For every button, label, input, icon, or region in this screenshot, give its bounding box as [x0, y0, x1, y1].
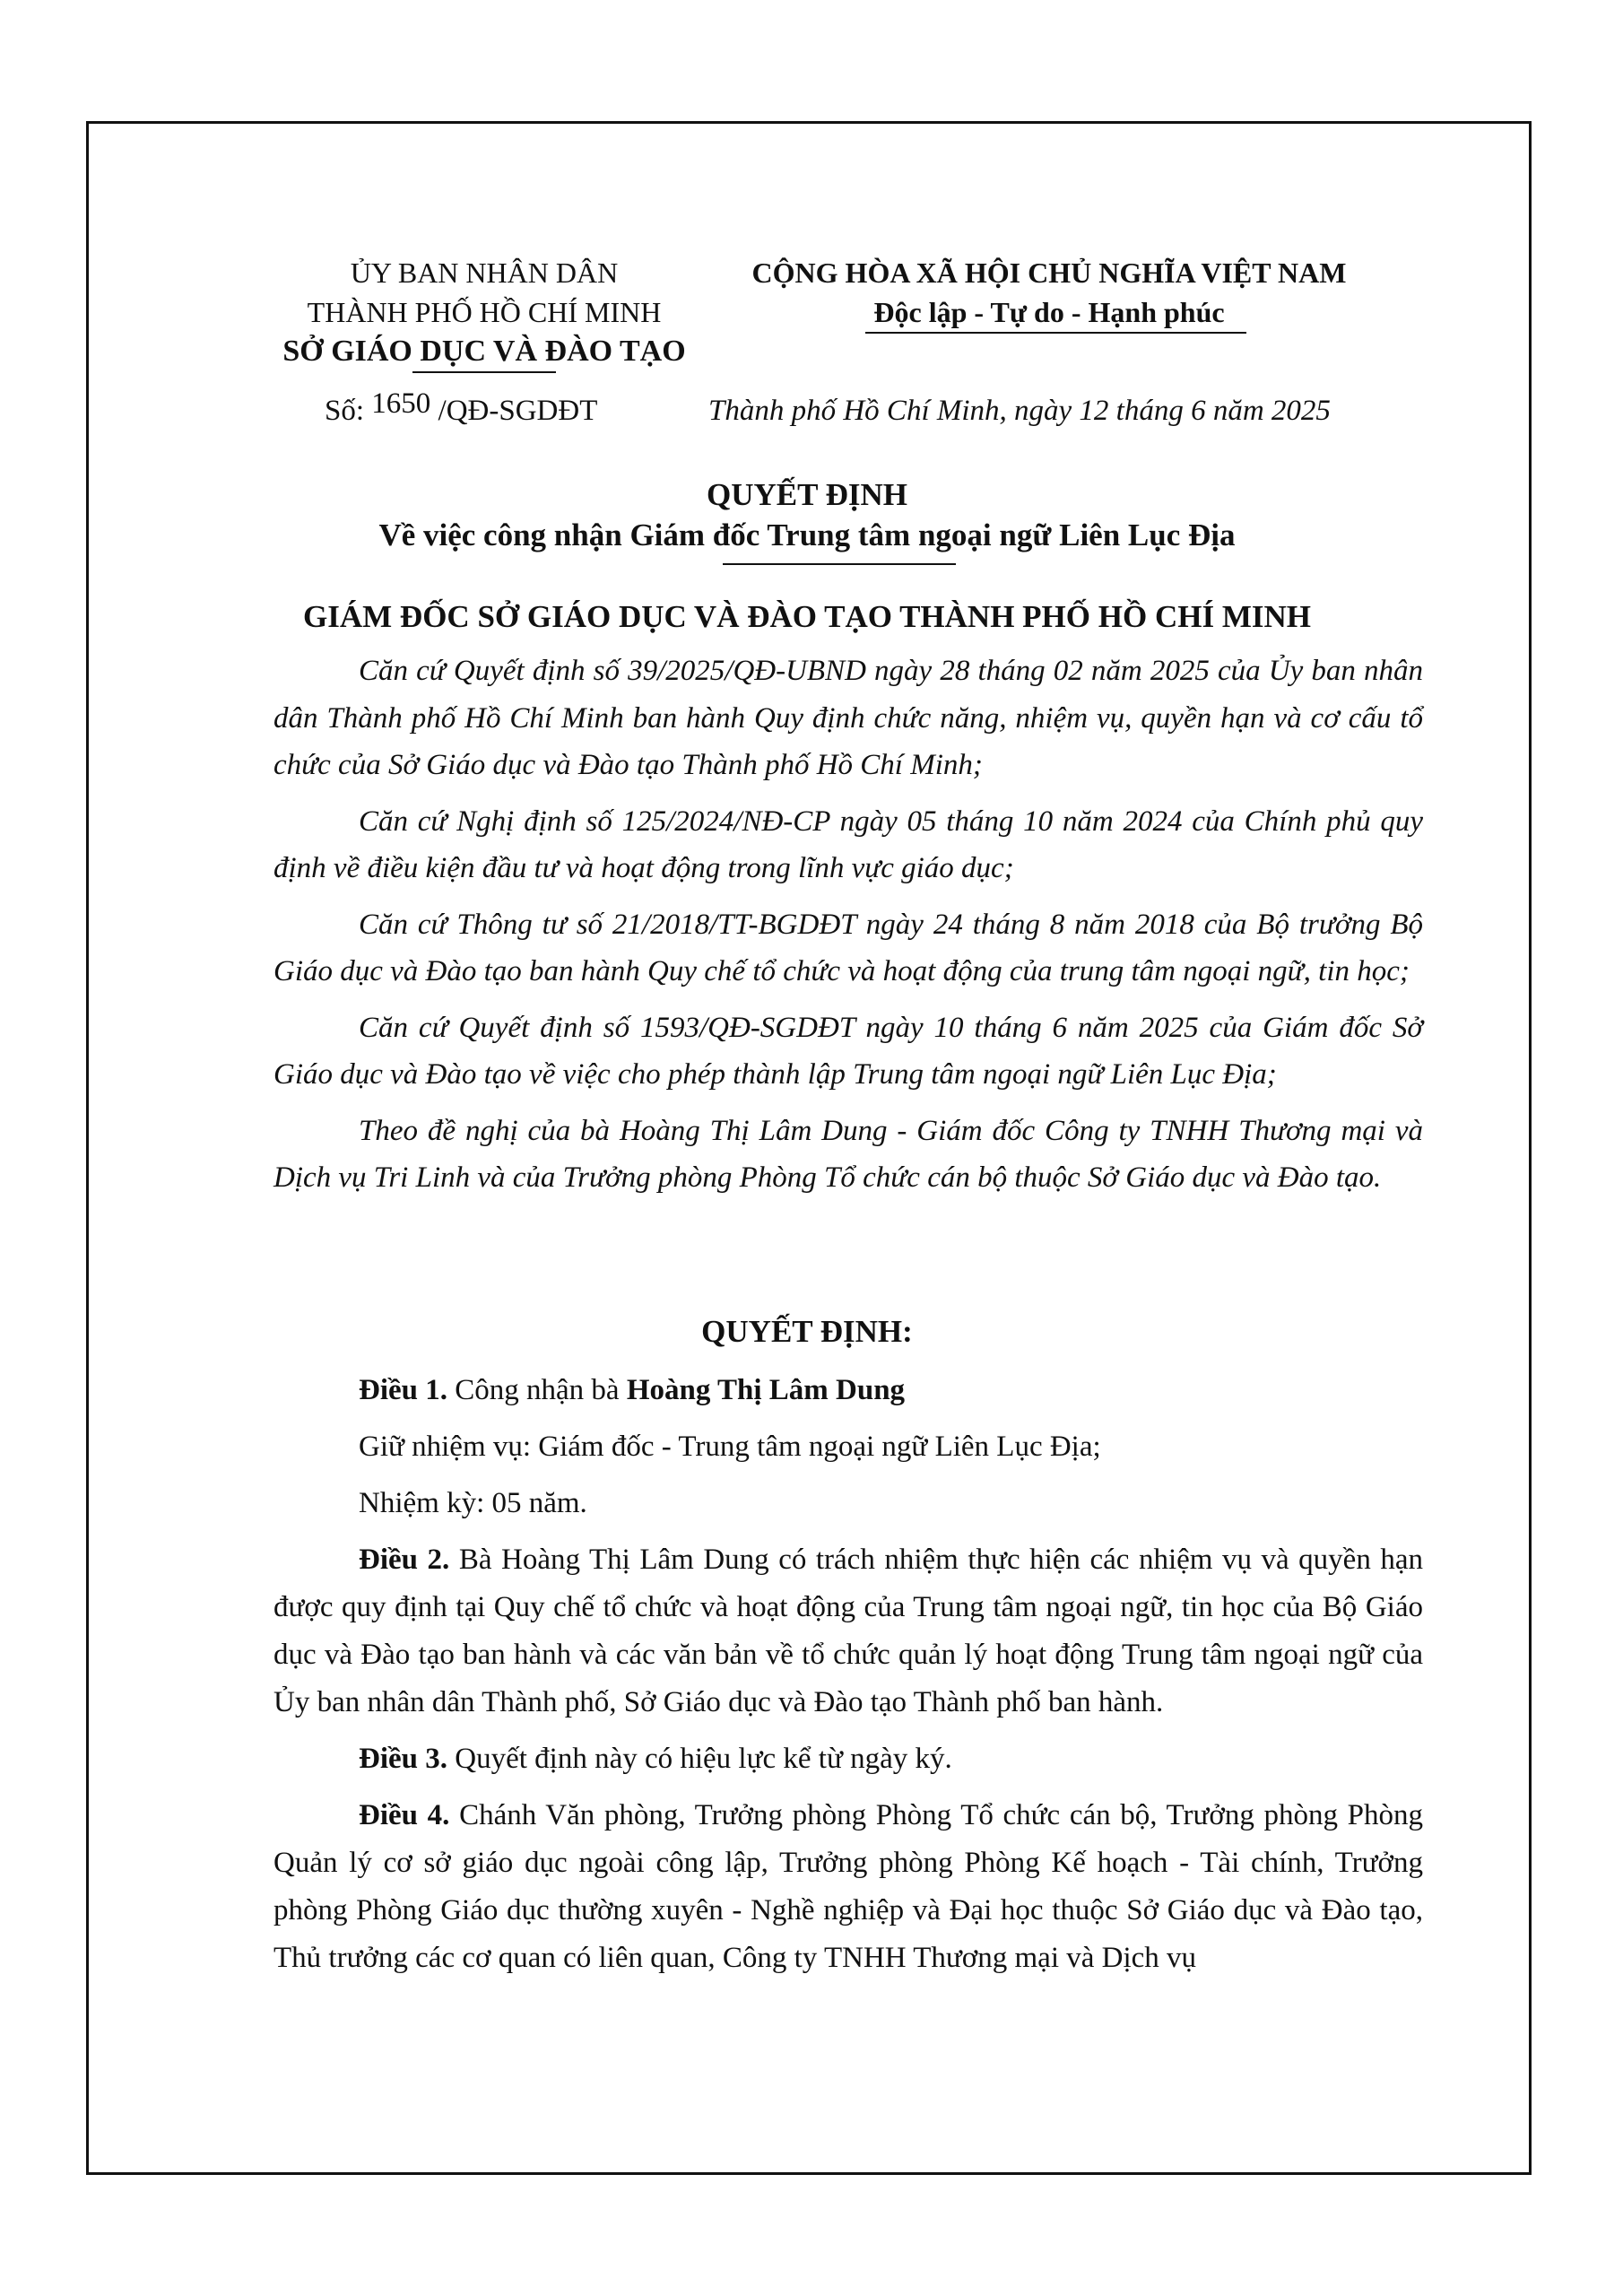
national-motto-block — [735, 253, 1363, 332]
national-motto: Độc lập - Tự do - Hạnh phúc — [873, 296, 1225, 328]
article-4-text: Chánh Văn phòng, Trưởng phòng Phòng Tổ chức cán bộ, Trưởng phòng Phòng Quản lý cơ sở giáo dục ngoài công lập, Trưởng phòng Phòng Kế hoạch - Tài chính, Trưởng phòng Phòng Giáo dục thường xuyên - Nghề nghiệp và Đại học thuộc Sở Giáo dục và Đào tạo, Thủ trưởng các cơ quan có liên quan, Công ty TNHH Thương mại và Dịch vụ — [273, 1799, 1424, 1974]
article-2-label: Điều 2. — [359, 1544, 450, 1576]
preamble — [273, 648, 1423, 1202]
preamble-item: Căn cứ Thông tư số 21/2018/TT-BGDĐT ngày 24 tháng 8 năm 2018 của Bộ trưởng Bộ Giáo dục và Đào tạo ban hành Quy chế tổ chức và hoạt động của trung tâm ngoại ngữ, tin học; — [273, 908, 1423, 987]
article-4 — [273, 1792, 1423, 1982]
preamble-item: Theo đề nghị của bà Hoàng Thị Lâm Dung - Giám đốc Công ty TNHH Thương mại và Dịch vụ Tri Linh và của Trưởng phòng Phòng Tổ chức cán bộ thuộc Sở Giáo dục và Đào tạo. — [273, 1114, 1423, 1194]
article-1-duty: Giữ nhiệm vụ: Giám đốc - Trung tâm ngoại ngữ Liên Lục Địa; — [359, 1431, 1101, 1463]
issuer-line-1: ỦY BAN NHÂN DÂN — [350, 257, 619, 289]
article-3-label: Điều 3. — [359, 1743, 447, 1775]
article-1 — [273, 1367, 1423, 1414]
number-label: Số: — [325, 395, 365, 427]
article-4-label: Điều 4. — [359, 1799, 450, 1831]
article-3 — [273, 1735, 1423, 1783]
issuer-block — [251, 253, 717, 371]
number-suffix: /QĐ-SGDĐT — [438, 395, 598, 427]
authority-heading: GIÁM ĐỐC SỞ GIÁO DỤC VÀ ĐÀO TẠO THÀNH PHỐ HỒ CHÍ MINH — [303, 599, 1311, 634]
decision-heading: QUYẾT ĐỊNH: — [701, 1314, 913, 1349]
title-underline — [723, 563, 956, 565]
article-1-term: Nhiệm kỳ: 05 năm. — [359, 1487, 587, 1519]
issuer-line-2: THÀNH PHỐ HỒ CHÍ MINH — [307, 296, 662, 328]
place-date: Thành phố Hồ Chí Minh, ngày 12 tháng 6 năm 2025 — [708, 395, 1331, 427]
document-subtitle: Về việc công nhận Giám đốc Trung tâm ngoại ngữ Liên Lục Địa — [378, 517, 1236, 552]
articles — [273, 1367, 1423, 1982]
national-title: CỘNG HÒA XÃ HỘI CHỦ NGHĨA VIỆT NAM — [751, 257, 1347, 289]
article-1-name: Hoàng Thị Lâm Dung — [626, 1374, 906, 1406]
article-2-text: Bà Hoàng Thị Lâm Dung có trách nhiệm thực hiện các nhiệm vụ và quyền hạn được quy định tại Quy chế tổ chức và hoạt động của Trung tâm ngoại ngữ, tin học của Bộ Giáo dục và Đào tạo ban hành và các văn bản về tổ chức quản lý hoạt động Trung tâm ngoại ngữ của Ủy ban nhân dân Thành phố, Sở Giáo dục và Đào tạo Thành phố ban hành. — [273, 1544, 1424, 1718]
number-value: 1650 — [371, 387, 431, 420]
article-3-text: Quyết định này có hiệu lực kể từ ngày ký. — [455, 1743, 952, 1775]
issuer-name: SỞ GIÁO DỤC VÀ ĐÀO TẠO — [282, 335, 686, 368]
motto-underline — [865, 332, 1246, 334]
preamble-item: Căn cứ Nghị định số 125/2024/NĐ-CP ngày 05 tháng 10 năm 2024 của Chính phủ quy định về điều kiện đầu tư và hoạt động trong lĩnh vực giáo dục; — [273, 804, 1423, 884]
article-2 — [273, 1536, 1423, 1726]
issuer-underline — [412, 371, 556, 373]
preamble-item: Căn cứ Quyết định số 1593/QĐ-SGDĐT ngày 10 tháng 6 năm 2025 của Giám đốc Sở Giáo dục và Đào tạo về việc cho phép thành lập Trung tâm ngoại ngữ Liên Lục Địa; — [273, 1011, 1423, 1091]
article-1-label: Điều 1. — [359, 1374, 447, 1406]
preamble-item: Căn cứ Quyết định số 39/2025/QĐ-UBND ngày 28 tháng 02 năm 2025 của Ủy ban nhân dân Thành phố Hồ Chí Minh ban hành Quy định chức năng, nhiệm vụ, quyền hạn và cơ cấu tổ chức của Sở Giáo dục và Đào tạo Thành phố Hồ Chí Minh; — [273, 655, 1423, 781]
article-1-text: Công nhận bà — [455, 1374, 620, 1406]
document-number — [325, 387, 598, 428]
document-title: QUYẾT ĐỊNH — [707, 477, 907, 512]
